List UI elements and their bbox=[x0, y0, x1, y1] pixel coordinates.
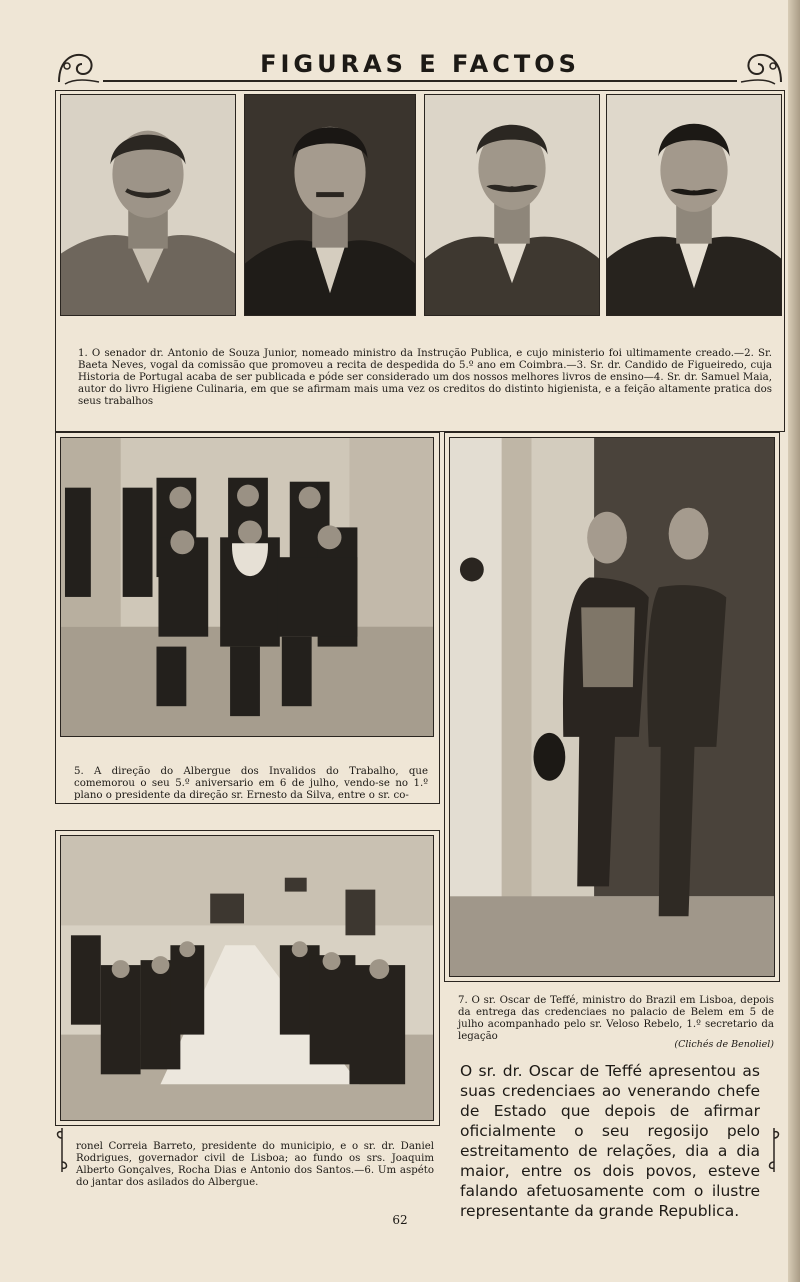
portrait-4 bbox=[606, 94, 782, 316]
photo-6-image bbox=[61, 836, 433, 1120]
caption-5: 5. A direção do Albergue dos Invalidos do Trabalho, que comemorou o seu 5.º aniversario em 6 de julho, vendo-se no 1.º plano o presidente da direção sr. Ernesto da Silva, entre o sr. co- bbox=[74, 766, 428, 801]
page-header bbox=[55, 48, 785, 88]
portrait-3 bbox=[424, 94, 600, 316]
photo-7-image bbox=[450, 438, 774, 976]
portrait-4-image bbox=[607, 95, 781, 315]
caption-7: 7. O sr. Oscar de Teffé, ministro do Brazil em Lisboa, depois da entrega das credenciaes no palacio de Belem em 5 de julho acompanhado pelo sr. Veloso Rebelo, 1.º secretario da legação bbox=[458, 995, 774, 1042]
caption-6: ronel Correia Barreto, presidente do municipio, e o sr. dr. Daniel Rodrigues, governador civil de Lisboa; ao fundo os srs. Joaquim Alberto Gonçalves, Rocha Dias e Antonio dos Santos.—6. Um aspéto do jantar dos asilados do Albergue. bbox=[76, 1141, 434, 1188]
photo-5-image bbox=[61, 438, 433, 736]
article-body: O sr. dr. Oscar de Teffé apresentou as suas credenciaes ao venerando chefe de Estado que depois de afirmar oficialmente o seu regosijo pelo estreitamento de relações, dia a dia maior, entre os dois povos, esteve falando afetuosamente com o ilustre representante da grande Republica. bbox=[460, 1062, 760, 1220]
photo-6 bbox=[60, 835, 434, 1121]
portrait-2-image bbox=[245, 95, 415, 315]
caption-top: 1. O senador dr. Antonio de Souza Junior, nomeado ministro da Instrução Publica, e cujo ministerio foi ultimamente creado.—2. Sr. Baeta Neves, vogal da comissão que promoveu a recita de despedida do 5.º ano em Coimbra.—3. Sr. dr. Candido de Figueiredo, cuja Historia de Portugal acaba de ser publicada e póde ser considerado um dos nossos melhores livros de ensino—4. Sr. dr. Samuel Maia, autor do livro Higiene Culinaria, em que se afirmam mais uma vez os creditos do distinto higienista, e a feição altamente pratica dos seus trabalhos bbox=[78, 348, 772, 407]
header-rule bbox=[103, 80, 737, 82]
page-title: FIGURAS E FACTOS bbox=[260, 50, 580, 78]
photo-credit: (Clichés de Benoliel) bbox=[674, 1039, 774, 1050]
photo-7 bbox=[449, 437, 775, 977]
page-number: 62 bbox=[392, 1213, 408, 1227]
portrait-2 bbox=[244, 94, 416, 316]
ornament-right-icon bbox=[739, 48, 785, 88]
ornament-bottom-right-icon bbox=[766, 1128, 782, 1172]
portrait-1-image bbox=[61, 95, 235, 315]
page-spine bbox=[788, 0, 800, 1282]
ornament-bottom-left-icon bbox=[54, 1128, 70, 1172]
portrait-1 bbox=[60, 94, 236, 316]
photo-5 bbox=[60, 437, 434, 737]
portrait-3-image bbox=[425, 95, 599, 315]
